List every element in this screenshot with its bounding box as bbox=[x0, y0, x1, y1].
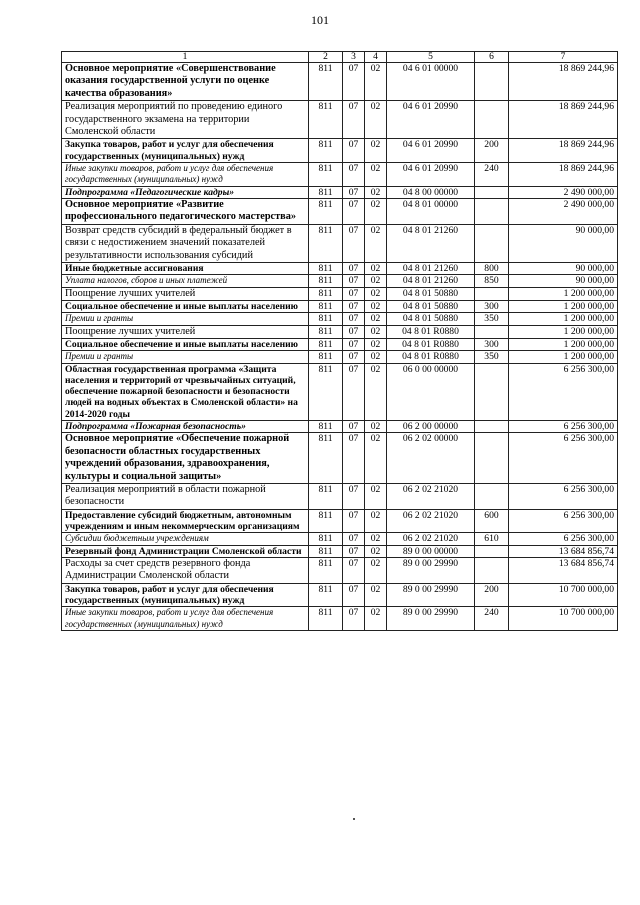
row-expense-type-cell bbox=[475, 433, 509, 484]
row-subsection-cell: 02 bbox=[365, 262, 387, 274]
row-amount-cell: 1 200 000,00 bbox=[509, 351, 618, 363]
row-subsection-cell: 02 bbox=[365, 433, 387, 484]
row-target-article-cell: 06 2 02 21020 bbox=[387, 483, 475, 509]
header-col-3: 3 bbox=[343, 52, 365, 63]
row-admin-code-cell: 811 bbox=[309, 338, 343, 350]
row-amount-cell: 1 200 000,00 bbox=[509, 325, 618, 338]
row-section-cell: 07 bbox=[343, 139, 365, 163]
row-name-cell: Закупка товаров, работ и услуг для обеспечения государственных (муниципальных) нужд bbox=[62, 583, 309, 607]
row-section-cell: 07 bbox=[343, 509, 365, 533]
row-amount-cell: 6 256 300,00 bbox=[509, 421, 618, 433]
row-section-cell: 07 bbox=[343, 557, 365, 583]
table-row bbox=[62, 163, 618, 187]
table-row bbox=[62, 351, 618, 363]
row-expense-type-cell: 800 bbox=[475, 262, 509, 274]
row-expense-type-cell: 240 bbox=[475, 607, 509, 631]
row-expense-type-cell bbox=[475, 224, 509, 262]
row-expense-type-cell bbox=[475, 63, 509, 101]
row-section-cell: 07 bbox=[343, 545, 365, 557]
row-expense-type-cell: 610 bbox=[475, 533, 509, 545]
row-admin-code-cell: 811 bbox=[309, 483, 343, 509]
row-section-cell: 07 bbox=[343, 433, 365, 484]
row-subsection-cell: 02 bbox=[365, 198, 387, 224]
row-name-cell: Расходы за счет средств резервного фонда Администрации Смоленской области bbox=[62, 557, 309, 583]
table-row bbox=[62, 287, 618, 300]
row-amount-cell: 2 490 000,00 bbox=[509, 198, 618, 224]
row-subsection-cell: 02 bbox=[365, 557, 387, 583]
row-section-cell: 07 bbox=[343, 483, 365, 509]
table-row bbox=[62, 300, 618, 312]
row-name-cell: Закупка товаров, работ и услуг для обеспечения государственных (муниципальных) нужд bbox=[62, 139, 309, 163]
row-admin-code-cell: 811 bbox=[309, 198, 343, 224]
row-amount-cell: 6 256 300,00 bbox=[509, 533, 618, 545]
row-subsection-cell: 02 bbox=[365, 583, 387, 607]
row-target-article-cell: 04 6 01 20990 bbox=[387, 163, 475, 187]
row-target-article-cell: 04 8 01 R0880 bbox=[387, 351, 475, 363]
row-admin-code-cell: 811 bbox=[309, 275, 343, 287]
row-name-cell: Социальное обеспечение и иные выплаты населению bbox=[62, 300, 309, 312]
row-name-cell: Поощрение лучших учителей bbox=[62, 325, 309, 338]
row-section-cell: 07 bbox=[343, 287, 365, 300]
table-row bbox=[62, 262, 618, 274]
row-admin-code-cell: 811 bbox=[309, 287, 343, 300]
row-expense-type-cell: 350 bbox=[475, 313, 509, 325]
row-section-cell: 07 bbox=[343, 338, 365, 350]
header-col-7: 7 bbox=[509, 52, 618, 63]
row-target-article-cell: 04 8 00 00000 bbox=[387, 186, 475, 198]
row-subsection-cell: 02 bbox=[365, 224, 387, 262]
row-target-article-cell: 04 8 01 R0880 bbox=[387, 325, 475, 338]
row-admin-code-cell: 811 bbox=[309, 313, 343, 325]
row-expense-type-cell: 200 bbox=[475, 139, 509, 163]
table-row bbox=[62, 139, 618, 163]
row-admin-code-cell: 811 bbox=[309, 607, 343, 631]
row-admin-code-cell: 811 bbox=[309, 509, 343, 533]
row-admin-code-cell: 811 bbox=[309, 163, 343, 187]
row-subsection-cell: 02 bbox=[365, 163, 387, 187]
page-number: 101 bbox=[311, 13, 329, 27]
row-target-article-cell: 06 2 02 21020 bbox=[387, 533, 475, 545]
row-target-article-cell: 04 6 01 00000 bbox=[387, 63, 475, 101]
row-subsection-cell: 02 bbox=[365, 533, 387, 545]
row-section-cell: 07 bbox=[343, 351, 365, 363]
row-target-article-cell: 89 0 00 29990 bbox=[387, 607, 475, 631]
row-name-cell: Уплата налогов, сборов и иных платежей bbox=[62, 275, 309, 287]
table-row bbox=[62, 325, 618, 338]
row-subsection-cell: 02 bbox=[365, 421, 387, 433]
row-section-cell: 07 bbox=[343, 583, 365, 607]
row-section-cell: 07 bbox=[343, 262, 365, 274]
row-subsection-cell: 02 bbox=[365, 186, 387, 198]
row-expense-type-cell bbox=[475, 186, 509, 198]
table-row bbox=[62, 275, 618, 287]
row-name-cell: Основное мероприятие «Развитие профессионального педагогического мастерства» bbox=[62, 198, 309, 224]
row-admin-code-cell: 811 bbox=[309, 139, 343, 163]
table-row bbox=[62, 545, 618, 557]
row-admin-code-cell: 811 bbox=[309, 557, 343, 583]
table-row bbox=[62, 101, 618, 139]
row-name-cell: Реализация мероприятий в области пожарной безопасности bbox=[62, 483, 309, 509]
row-subsection-cell: 02 bbox=[365, 63, 387, 101]
row-name-cell: Субсидии бюджетным учреждениям bbox=[62, 533, 309, 545]
row-section-cell: 07 bbox=[343, 533, 365, 545]
row-subsection-cell: 02 bbox=[365, 139, 387, 163]
row-expense-type-cell: 350 bbox=[475, 351, 509, 363]
row-expense-type-cell: 200 bbox=[475, 583, 509, 607]
row-name-cell: Предоставление субсидий бюджетным, автономным учреждениям и иным некоммерческим организациям bbox=[62, 509, 309, 533]
row-section-cell: 07 bbox=[343, 198, 365, 224]
table-row bbox=[62, 224, 618, 262]
row-target-article-cell: 04 8 01 00000 bbox=[387, 198, 475, 224]
row-subsection-cell: 02 bbox=[365, 483, 387, 509]
table-row bbox=[62, 533, 618, 545]
row-expense-type-cell: 300 bbox=[475, 300, 509, 312]
row-name-cell: Премии и гранты bbox=[62, 313, 309, 325]
table-header-row bbox=[62, 52, 618, 63]
row-target-article-cell: 04 8 01 50880 bbox=[387, 300, 475, 312]
row-amount-cell: 1 200 000,00 bbox=[509, 287, 618, 300]
row-expense-type-cell bbox=[475, 483, 509, 509]
row-name-cell: Резервный фонд Администрации Смоленской области bbox=[62, 545, 309, 557]
row-name-cell: Областная государственная программа «Защита населения и территорий от чрезвычайных ситуаций, обеспечение пожарной безопасности и безопасности людей на водных объектах в Смоленской области» на 2014-2020 годы bbox=[62, 363, 309, 420]
row-section-cell: 07 bbox=[343, 325, 365, 338]
row-name-cell: Иные закупки товаров, работ и услуг для обеспечения государственных (муниципальных) нужд bbox=[62, 163, 309, 187]
table-row bbox=[62, 63, 618, 101]
row-target-article-cell: 04 8 01 21260 bbox=[387, 275, 475, 287]
row-amount-cell: 6 256 300,00 bbox=[509, 363, 618, 420]
row-subsection-cell: 02 bbox=[365, 338, 387, 350]
row-section-cell: 07 bbox=[343, 275, 365, 287]
row-target-article-cell: 06 2 02 00000 bbox=[387, 433, 475, 484]
row-section-cell: 07 bbox=[343, 101, 365, 139]
row-target-article-cell: 04 8 01 R0880 bbox=[387, 338, 475, 350]
table-row bbox=[62, 363, 618, 420]
row-section-cell: 07 bbox=[343, 363, 365, 420]
row-section-cell: 07 bbox=[343, 421, 365, 433]
table-row bbox=[62, 607, 618, 631]
row-name-cell: Подпрограмма «Пожарная безопасность» bbox=[62, 421, 309, 433]
row-subsection-cell: 02 bbox=[365, 313, 387, 325]
row-section-cell: 07 bbox=[343, 300, 365, 312]
row-target-article-cell: 04 6 01 20990 bbox=[387, 139, 475, 163]
table-row bbox=[62, 557, 618, 583]
row-amount-cell: 13 684 856,74 bbox=[509, 557, 618, 583]
row-expense-type-cell bbox=[475, 287, 509, 300]
row-expense-type-cell bbox=[475, 325, 509, 338]
row-amount-cell: 13 684 856,74 bbox=[509, 545, 618, 557]
row-subsection-cell: 02 bbox=[365, 351, 387, 363]
row-admin-code-cell: 811 bbox=[309, 363, 343, 420]
row-section-cell: 07 bbox=[343, 63, 365, 101]
row-target-article-cell: 04 8 01 50880 bbox=[387, 313, 475, 325]
row-expense-type-cell bbox=[475, 421, 509, 433]
table-row bbox=[62, 433, 618, 484]
header-col-6: 6 bbox=[475, 52, 509, 63]
row-admin-code-cell: 811 bbox=[309, 351, 343, 363]
table-row bbox=[62, 509, 618, 533]
table-row bbox=[62, 198, 618, 224]
row-admin-code-cell: 811 bbox=[309, 545, 343, 557]
row-expense-type-cell bbox=[475, 557, 509, 583]
row-name-cell: Подпрограмма «Педагогические кадры» bbox=[62, 186, 309, 198]
budget-table bbox=[61, 51, 618, 631]
row-expense-type-cell: 600 bbox=[475, 509, 509, 533]
row-admin-code-cell: 811 bbox=[309, 421, 343, 433]
row-amount-cell: 1 200 000,00 bbox=[509, 300, 618, 312]
row-expense-type-cell bbox=[475, 363, 509, 420]
row-amount-cell: 18 869 244,96 bbox=[509, 139, 618, 163]
row-expense-type-cell bbox=[475, 545, 509, 557]
row-subsection-cell: 02 bbox=[365, 300, 387, 312]
row-target-article-cell: 89 0 00 29990 bbox=[387, 557, 475, 583]
row-expense-type-cell: 240 bbox=[475, 163, 509, 187]
row-subsection-cell: 02 bbox=[365, 509, 387, 533]
row-admin-code-cell: 811 bbox=[309, 224, 343, 262]
row-name-cell: Возврат средств субсидий в федеральный бюджет в связи с недостижением значений показателей результативности использования субсидий bbox=[62, 224, 309, 262]
row-target-article-cell: 04 8 01 50880 bbox=[387, 287, 475, 300]
row-target-article-cell: 06 2 02 21020 bbox=[387, 509, 475, 533]
row-amount-cell: 10 700 000,00 bbox=[509, 607, 618, 631]
row-admin-code-cell: 811 bbox=[309, 583, 343, 607]
row-amount-cell: 90 000,00 bbox=[509, 275, 618, 287]
row-name-cell: Основное мероприятие «Совершенствование оказания государственной услуги по оценке качества образования» bbox=[62, 63, 309, 101]
row-subsection-cell: 02 bbox=[365, 101, 387, 139]
row-amount-cell: 18 869 244,96 bbox=[509, 163, 618, 187]
row-section-cell: 07 bbox=[343, 224, 365, 262]
row-subsection-cell: 02 bbox=[365, 607, 387, 631]
row-name-cell: Основное мероприятие «Обеспечение пожарной безопасности областных государственных учреждений образования, здравоохранения, культуры и социальной защиты» bbox=[62, 433, 309, 484]
row-amount-cell: 18 869 244,96 bbox=[509, 63, 618, 101]
row-admin-code-cell: 811 bbox=[309, 63, 343, 101]
row-name-cell: Реализация мероприятий по проведению единого государственного экзамена на территории Смоленской области bbox=[62, 101, 309, 139]
header-col-4: 4 bbox=[365, 52, 387, 63]
row-name-cell: Социальное обеспечение и иные выплаты населению bbox=[62, 338, 309, 350]
row-section-cell: 07 bbox=[343, 163, 365, 187]
row-target-article-cell: 04 6 01 20990 bbox=[387, 101, 475, 139]
row-subsection-cell: 02 bbox=[365, 275, 387, 287]
row-admin-code-cell: 811 bbox=[309, 300, 343, 312]
row-amount-cell: 10 700 000,00 bbox=[509, 583, 618, 607]
row-subsection-cell: 02 bbox=[365, 325, 387, 338]
row-amount-cell: 6 256 300,00 bbox=[509, 509, 618, 533]
row-name-cell: Поощрение лучших учителей bbox=[62, 287, 309, 300]
row-target-article-cell: 06 2 00 00000 bbox=[387, 421, 475, 433]
table-row bbox=[62, 483, 618, 509]
table-row bbox=[62, 338, 618, 350]
row-amount-cell: 18 869 244,96 bbox=[509, 101, 618, 139]
table-row bbox=[62, 421, 618, 433]
row-expense-type-cell: 300 bbox=[475, 338, 509, 350]
row-amount-cell: 90 000,00 bbox=[509, 262, 618, 274]
row-admin-code-cell: 811 bbox=[309, 101, 343, 139]
row-section-cell: 07 bbox=[343, 607, 365, 631]
row-name-cell: Иные бюджетные ассигнования bbox=[62, 262, 309, 274]
row-target-article-cell: 06 0 00 00000 bbox=[387, 363, 475, 420]
row-amount-cell: 2 490 000,00 bbox=[509, 186, 618, 198]
row-amount-cell: 1 200 000,00 bbox=[509, 313, 618, 325]
row-expense-type-cell: 850 bbox=[475, 275, 509, 287]
row-target-article-cell: 04 8 01 21260 bbox=[387, 262, 475, 274]
row-admin-code-cell: 811 bbox=[309, 433, 343, 484]
row-admin-code-cell: 811 bbox=[309, 533, 343, 545]
row-target-article-cell: 89 0 00 00000 bbox=[387, 545, 475, 557]
row-section-cell: 07 bbox=[343, 313, 365, 325]
row-subsection-cell: 02 bbox=[365, 545, 387, 557]
header-col-5: 5 bbox=[387, 52, 475, 63]
row-subsection-cell: 02 bbox=[365, 363, 387, 420]
table-row bbox=[62, 583, 618, 607]
row-admin-code-cell: 811 bbox=[309, 186, 343, 198]
row-target-article-cell: 04 8 01 21260 bbox=[387, 224, 475, 262]
header-col-1: 1 bbox=[62, 52, 309, 63]
row-amount-cell: 90 000,00 bbox=[509, 224, 618, 262]
row-subsection-cell: 02 bbox=[365, 287, 387, 300]
scan-dot bbox=[353, 818, 355, 820]
table-row bbox=[62, 186, 618, 198]
row-expense-type-cell bbox=[475, 198, 509, 224]
row-amount-cell: 6 256 300,00 bbox=[509, 483, 618, 509]
row-name-cell: Иные закупки товаров, работ и услуг для обеспечения государственных (муниципальных) нужд bbox=[62, 607, 309, 631]
row-expense-type-cell bbox=[475, 101, 509, 139]
row-name-cell: Премии и гранты bbox=[62, 351, 309, 363]
header-col-2: 2 bbox=[309, 52, 343, 63]
row-target-article-cell: 89 0 00 29990 bbox=[387, 583, 475, 607]
row-amount-cell: 6 256 300,00 bbox=[509, 433, 618, 484]
table-row bbox=[62, 313, 618, 325]
row-amount-cell: 1 200 000,00 bbox=[509, 338, 618, 350]
row-section-cell: 07 bbox=[343, 186, 365, 198]
row-admin-code-cell: 811 bbox=[309, 262, 343, 274]
row-admin-code-cell: 811 bbox=[309, 325, 343, 338]
